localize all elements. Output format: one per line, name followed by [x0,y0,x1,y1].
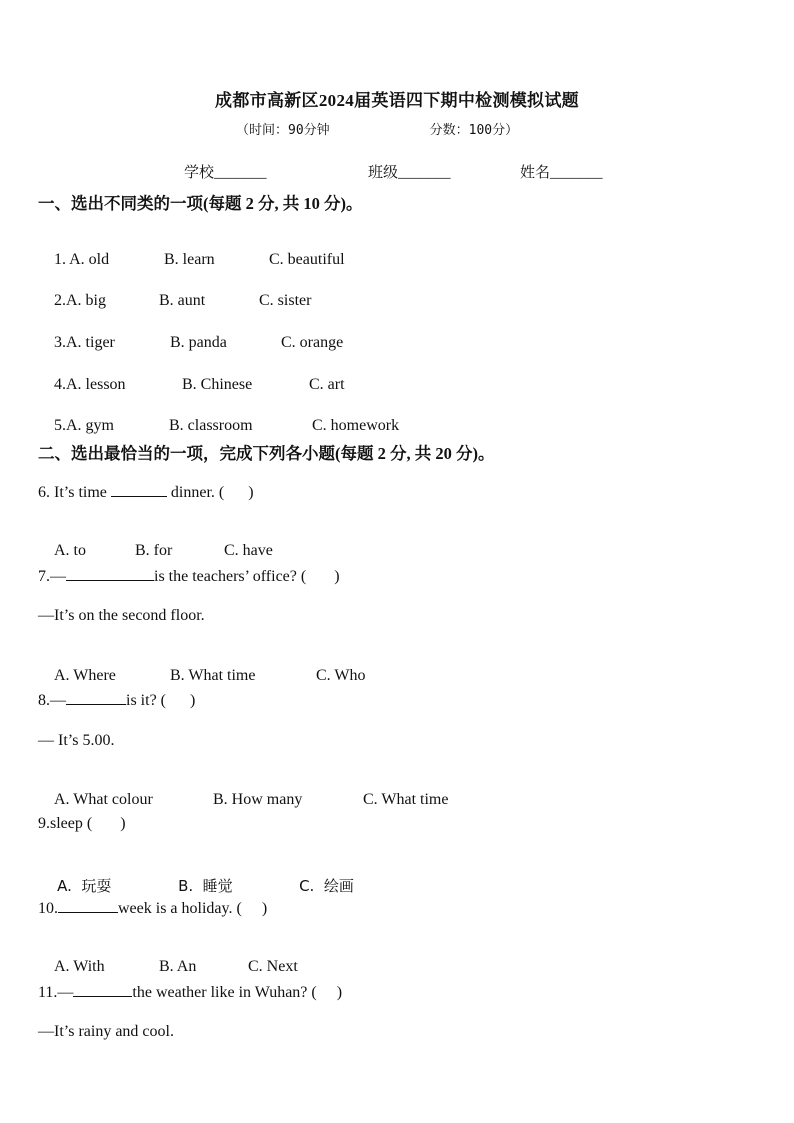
q9-option-a: A. 玩耍 [57,877,112,895]
question-6-stem [38,482,254,502]
q8-blank[interactable] [66,690,126,705]
q8-option-b: B. How many [213,791,303,808]
time-label: （时间：90分钟 [236,123,330,138]
q1-option-b: B. learn [164,251,215,268]
q10-option-a: A. With [54,958,105,975]
q10-option-c: C. Next [248,958,298,975]
q7-reply: —It’s on the second floor. [38,607,205,624]
q6-blank[interactable] [111,482,167,497]
q7-option-a: A. Where [54,667,116,684]
q8-option-c: C. What time [363,791,449,808]
question-8-stem [38,690,195,710]
q10-stem-pre: 10. [38,900,58,917]
score-label: 分数：100分） [429,123,519,138]
school-field[interactable]: 学校_______ [184,165,267,181]
section2-heading: 二、选出最恰当的一项，完成下列各小题(每题 2 分, 共 20 分)。 [38,444,495,463]
q11-blank[interactable] [73,982,132,997]
q11-stem-post: the weather like in Wuhan? ( ) [132,984,343,1001]
q1-option-c: C. beautiful [269,251,345,268]
q8-stem-post: is it? ( ) [126,692,196,709]
q8-reply: — It’s 5.00. [38,732,115,749]
q2-option-c: C. sister [259,292,312,309]
q5-option-b: B. classroom [169,417,253,434]
q4-option-c: C. art [309,376,345,393]
q1-option-a: 1. A. old [54,251,110,268]
q10-option-b: B. An [159,958,197,975]
exam-subtitle [236,119,518,138]
q7-option-c: C. Who [316,667,366,684]
q10-stem-post: week is a holiday. ( ) [118,900,268,917]
q2-option-a: 2.A. big [54,292,106,309]
question-9-stem: 9.sleep ( ) [38,815,126,832]
q6-stem-pre: 6. It’s time [38,484,111,501]
name-field[interactable]: 姓名_______ [520,165,603,181]
q10-blank[interactable] [58,898,118,913]
q8-stem-pre: 8.— [38,692,66,709]
q3-option-a: 3.A. tiger [54,334,115,351]
exam-title: 成都市高新区2024届英语四下期中检测模拟试题 [215,91,579,110]
q5-option-c: C. homework [312,417,400,434]
q3-option-c: C. orange [281,334,344,351]
q3-option-b: B. panda [170,334,227,351]
q5-option-a: 5.A. gym [54,417,114,434]
question-10-stem [38,898,267,918]
q8-option-a: A. What colour [54,791,153,808]
q6-option-a: A. to [54,542,86,559]
q11-reply: —It’s rainy and cool. [38,1023,174,1040]
q6-stem-post: dinner. ( ) [166,484,254,501]
class-field[interactable]: 班级_______ [368,165,451,181]
q7-stem-pre: 7.— [38,568,66,585]
q6-option-c: C. have [224,542,273,559]
q2-option-b: B. aunt [159,292,206,309]
section1-heading: 一、选出不同类的一项(每题 2 分, 共 10 分)。 [38,194,363,213]
q9-option-b: B. 睡觉 [178,877,233,895]
q4-option-b: B. Chinese [182,376,253,393]
question-11-stem [38,982,342,1002]
q4-option-a: 4.A. lesson [54,376,126,393]
q7-stem-post: is the teachers’ office? ( ) [154,568,340,585]
q6-option-b: B. for [135,542,173,559]
q7-option-b: B. What time [170,667,256,684]
q7-blank[interactable] [66,566,154,581]
q11-stem-pre: 11.— [38,984,74,1001]
q9-option-c: C. 绘画 [299,877,354,895]
question-7-stem [38,566,340,586]
